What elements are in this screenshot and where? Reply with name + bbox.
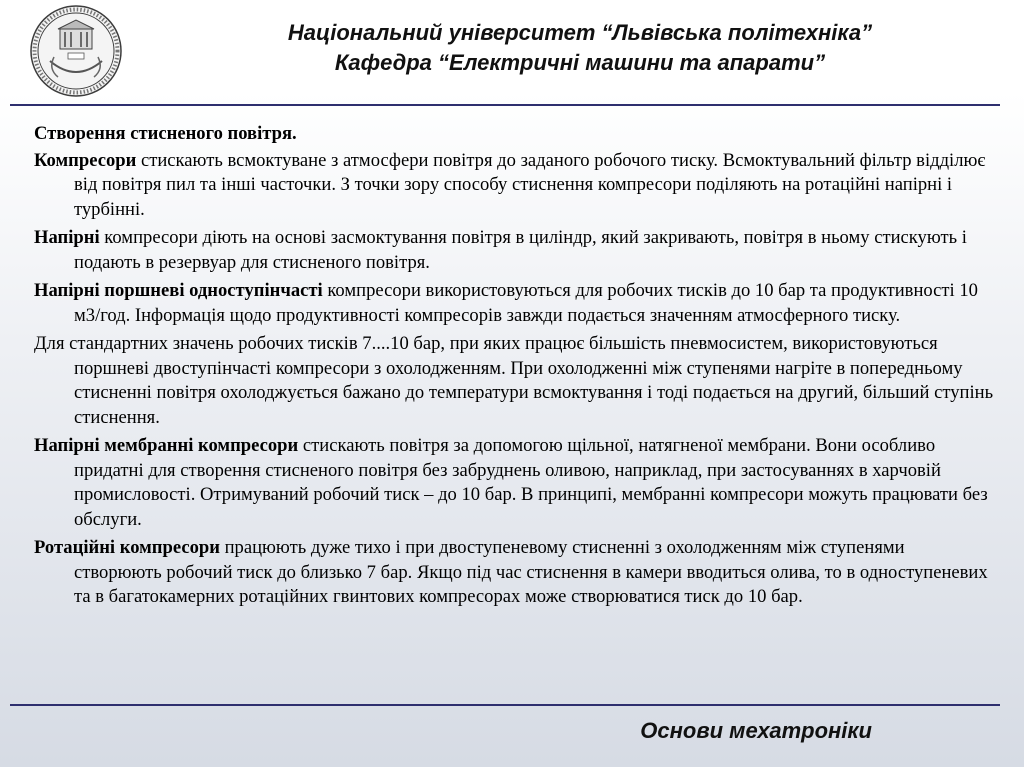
slide-body [34, 122, 996, 614]
paragraph-membrane [34, 434, 996, 532]
section-heading: Створення стисненого повітря. [34, 123, 297, 144]
paragraph-two-stage [34, 332, 996, 430]
paragraph-single-stage [34, 279, 996, 328]
bottom-divider [10, 704, 1000, 706]
department-name: Кафедра “Електричні машини та апарати” [334, 50, 826, 75]
top-divider [10, 104, 1000, 106]
course-title: Основи мехатроніки [640, 718, 872, 743]
paragraph-compressors [34, 149, 996, 223]
paragraph-lead: Напірні [34, 227, 100, 248]
paragraph-text: компресори діють на основі засмоктування повітря в циліндр, який закривають, повітря в ньому стискують і подають в резервуар для стисненого повітря. [74, 227, 967, 273]
paragraph-text: стискають всмоктуване з атмосфери повітря до заданого робочого тиску. Всмоктувальний фільтр відділює від повітря пил та інші часточки. З точки зору способу стиснення компресори поділяють на ротаційні напірні і турбінні. [74, 149, 986, 220]
paragraph-lead: Компресори [34, 149, 137, 171]
university-name: Національний університет “Львівська політехніка” [287, 20, 873, 45]
paragraph-lead: Напірні мембранні компресори [34, 435, 299, 456]
paragraph-piston-compressors [34, 226, 996, 275]
university-seal-icon [28, 3, 124, 99]
paragraph-text: Для стандартних значень робочих тисків 7....10 бар, при яких працює більшість пневмосистем, використовуються поршневі двоступінчасті компресори з охолодженням. При охолодженні між ступенями нагріте в попередньому стисненні повітря охолоджується бажано до температури всмоктування і тоді подається на другий, більший ступінь стиснення. [34, 333, 994, 428]
paragraph-lead: Ротаційні компресори [34, 537, 220, 558]
paragraph-text: працюють дуже тихо і при двоступеневому стисненні з охолодженням між ступенями створюють робочий тиск до близько 7 бар. Якщо під час стиснення в камери вводиться олива, то в одноступеневих та в багатокамерних ротаційних гвинтових компресорах може створюватися тиск до 10 бар. [74, 537, 988, 607]
paragraph-lead: Напірні поршневі одноступінчасті [34, 280, 323, 301]
paragraph-text: компресори використовуються для робочих тисків до 10 бар та продуктивності 10 м3/год. Інформація щодо продуктивності компресорів завжди подається значенням атмосферного тиску. [74, 280, 978, 326]
paragraph-text: стискають повітря за допомогою щільної, натягненої мембрани. Вони особливо придатні для створення стисненого повітря без забруднень оливою, наприклад, при застосуваннях в харчовій промисловості. Отримуваний робочий тиск – до 10 бар. В принципі, мембранні компресори можуть працювати без обслуги. [74, 435, 988, 530]
page-header [160, 18, 1000, 78]
paragraph-rotary [34, 536, 996, 610]
